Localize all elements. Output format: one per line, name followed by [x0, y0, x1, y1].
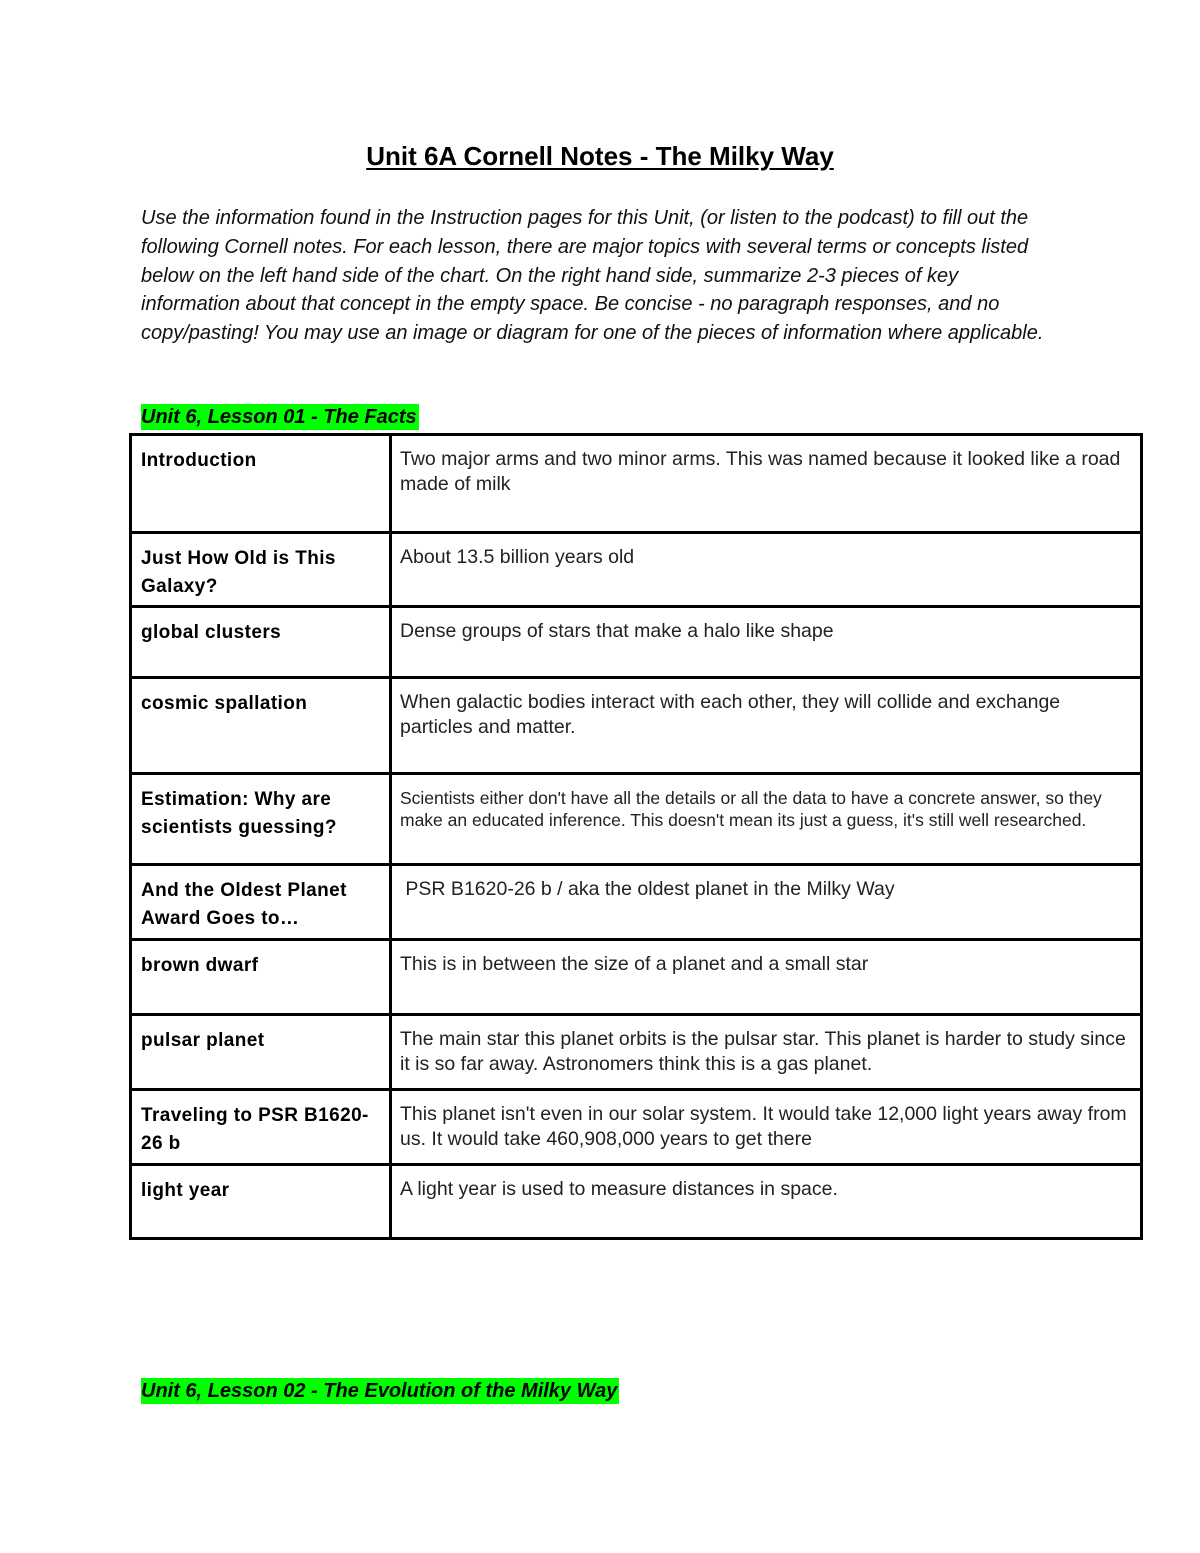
notes-cell: This is in between the size of a planet and a small star — [391, 940, 1142, 1015]
term-cell: Just How Old is This Galaxy? — [131, 533, 391, 607]
term-cell: Traveling to PSR B1620-26 b — [131, 1090, 391, 1165]
table-row — [131, 435, 1142, 533]
term-cell: Estimation: Why are scientists guessing? — [131, 774, 391, 865]
notes-cell: About 13.5 billion years old — [391, 533, 1142, 607]
table-row — [131, 940, 1142, 1015]
cornell-notes-table — [129, 433, 1143, 1240]
notes-cell: This planet isn't even in our solar system. It would take 12,000 light years away from us. It would take 460,908,000 years to get there — [391, 1090, 1142, 1165]
term-cell: brown dwarf — [131, 940, 391, 1015]
table-row — [131, 1015, 1142, 1090]
table-row — [131, 1165, 1142, 1239]
term-cell: pulsar planet — [131, 1015, 391, 1090]
lesson-02-heading: Unit 6, Lesson 02 - The Evolution of the Milky Way — [141, 1380, 618, 1402]
notes-cell: PSR B1620-26 b / aka the oldest planet in the Milky Way — [391, 865, 1142, 940]
term-cell: Introduction — [131, 435, 391, 533]
instructions-paragraph: Use the information found in the Instruction pages for this Unit, (or listen to the podcast) to fill out the following Cornell notes. For each lesson, there are major topics with several terms or concepts listed below on the left hand side of the chart. On the right hand side, summarize 2-3 pieces of key information about that concept in the empty space. Be concise - no paragraph responses, and no copy/pasting! You may use an image or diagram for one of the pieces of information where applicable. — [141, 207, 1044, 345]
table-row — [131, 774, 1142, 865]
table-row — [131, 678, 1142, 774]
notes-cell: A light year is used to measure distances in space. — [391, 1165, 1142, 1239]
notes-cell: Dense groups of stars that make a halo like shape — [391, 607, 1142, 678]
table-row — [131, 533, 1142, 607]
term-cell: cosmic spallation — [131, 678, 391, 774]
notes-cell: The main star this planet orbits is the pulsar star. This planet is harder to study since it is so far away. Astronomers think this is a gas planet. — [391, 1015, 1142, 1090]
term-cell: global clusters — [131, 607, 391, 678]
table-row — [131, 607, 1142, 678]
table-row — [131, 1090, 1142, 1165]
term-cell: And the Oldest Planet Award Goes to… — [131, 865, 391, 940]
page-title: Unit 6A Cornell Notes - The Milky Way — [366, 141, 834, 171]
table-row — [131, 865, 1142, 940]
term-cell: light year — [131, 1165, 391, 1239]
notes-cell: When galactic bodies interact with each other, they will collide and exchange particles and matter. — [391, 678, 1142, 774]
notes-cell: Two major arms and two minor arms. This was named because it looked like a road made of milk — [391, 435, 1142, 533]
lesson-01-heading: Unit 6, Lesson 01 - The Facts — [141, 406, 417, 428]
notes-cell: Scientists either don't have all the details or all the data to have a concrete answer, so they make an educated inference. This doesn't mean its just a guess, it's still well researched. — [391, 774, 1142, 865]
